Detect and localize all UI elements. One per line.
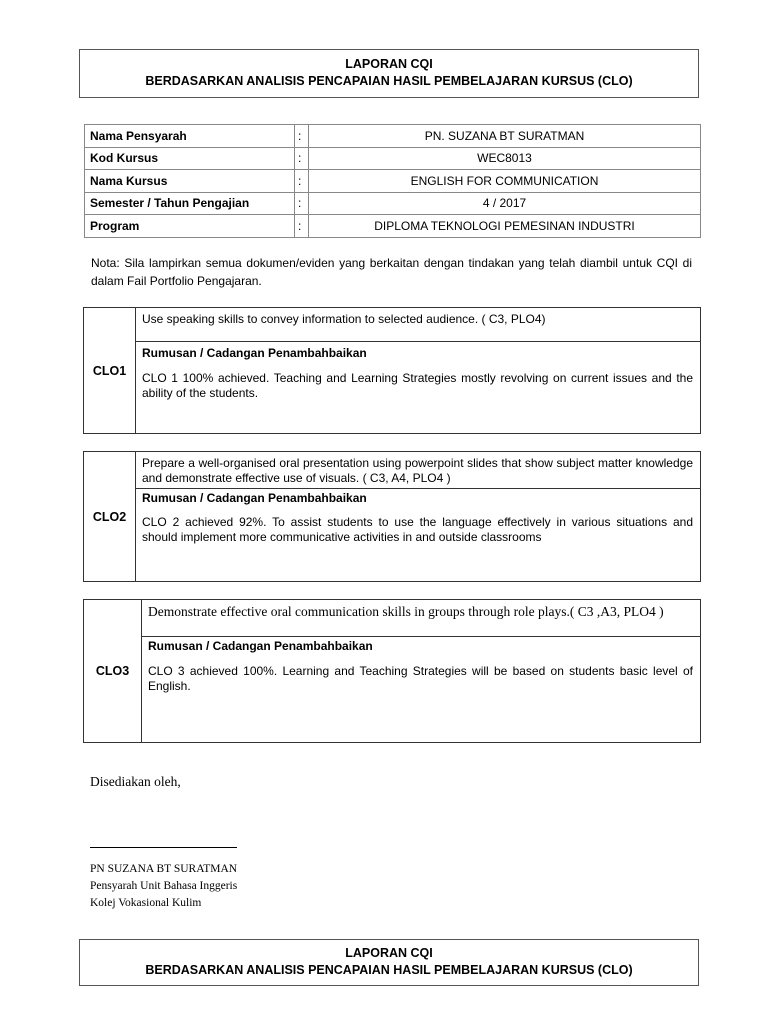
signature-line <box>90 847 237 848</box>
signatory-position: Pensyarah Unit Bahasa Inggeris <box>90 880 238 892</box>
clo-code: CLO3 <box>84 600 142 742</box>
info-label: Kod Kursus <box>85 147 295 170</box>
info-value: PN. SUZANA BT SURATMAN <box>309 125 701 148</box>
next-report-title-box <box>79 939 699 986</box>
nota-text: Nota: Sila lampirkan semua dokumen/eviden yang berkaitan dengan tindakan yang telah diambil untuk CQI di dalam Fail Portfolio Pengajaran. <box>91 256 692 288</box>
info-colon: : <box>295 147 309 170</box>
clo3-box <box>83 599 701 743</box>
info-row-course-code <box>85 147 701 170</box>
info-row-program <box>85 215 701 238</box>
rumusan-text: CLO 1 100% achieved. Teaching and Learning Strategies mostly revolving on current issues and the ability of the students. <box>142 371 693 400</box>
info-label: Nama Pensyarah <box>85 125 295 148</box>
clo-description: Prepare a well-organised oral presentation using powerpoint slides that show subject matter knowledge and demonstrate effective use of visuals. ( C3, A4, PLO4 ) <box>135 452 700 489</box>
rumusan-text: CLO 3 achieved 100%. Learning and Teaching Strategies will be based on students basic level of English. <box>148 664 693 693</box>
info-value: WEC8013 <box>309 147 701 170</box>
info-row-lecturer <box>85 125 701 148</box>
info-label: Nama Kursus <box>85 170 295 193</box>
info-colon: : <box>295 215 309 238</box>
course-info-table <box>84 124 701 238</box>
report-subtitle: BERDASARKAN ANALISIS PENCAPAIAN HASIL PEMBELAJARAN KURSUS (CLO) <box>145 74 633 88</box>
clo-content <box>135 452 700 581</box>
info-label: Semester / Tahun Pengajian <box>85 192 295 215</box>
report-title: LAPORAN CQI <box>345 57 433 71</box>
report-subtitle: BERDASARKAN ANALISIS PENCAPAIAN HASIL PEMBELAJARAN KURSUS (CLO) <box>145 963 633 977</box>
info-colon: : <box>295 192 309 215</box>
rumusan-heading: Rumusan / Cadangan Penambahbaikan <box>142 491 367 505</box>
info-row-course-name <box>85 170 701 193</box>
signatory-name: PN SUZANA BT SURATMAN <box>90 863 238 875</box>
info-colon: : <box>295 170 309 193</box>
info-label: Program <box>85 215 295 238</box>
clo-code: CLO1 <box>84 308 136 433</box>
clo-description: Demonstrate effective oral communication skills in groups through role plays.( C3 ,A3, PLO4 ) <box>141 600 700 637</box>
rumusan-heading: Rumusan / Cadangan Penambahbaikan <box>142 346 367 360</box>
clo-code: CLO2 <box>84 452 136 581</box>
clo-description: Use speaking skills to convey information to selected audience. ( C3, PLO4) <box>135 308 700 342</box>
info-value: DIPLOMA TEKNOLOGI PEMESINAN INDUSTRI <box>309 215 701 238</box>
signatory-organization: Kolej Vokasional Kulim <box>90 897 202 909</box>
clo2-box <box>83 451 701 582</box>
info-row-semester <box>85 192 701 215</box>
info-value: 4 / 2017 <box>309 192 701 215</box>
clo1-box <box>83 307 701 434</box>
prepared-by-label: Disediakan oleh, <box>90 774 181 789</box>
report-title: LAPORAN CQI <box>345 946 433 960</box>
info-colon: : <box>295 125 309 148</box>
rumusan-text: CLO 2 achieved 92%. To assist students to use the language effectively in various situations and should implement more communicative activities in and outside classrooms <box>142 515 693 544</box>
rumusan-heading: Rumusan / Cadangan Penambahbaikan <box>148 639 373 653</box>
info-value: ENGLISH FOR COMMUNICATION <box>309 170 701 193</box>
report-title-box <box>79 49 699 98</box>
clo-content <box>141 600 700 742</box>
clo-content <box>135 308 700 433</box>
